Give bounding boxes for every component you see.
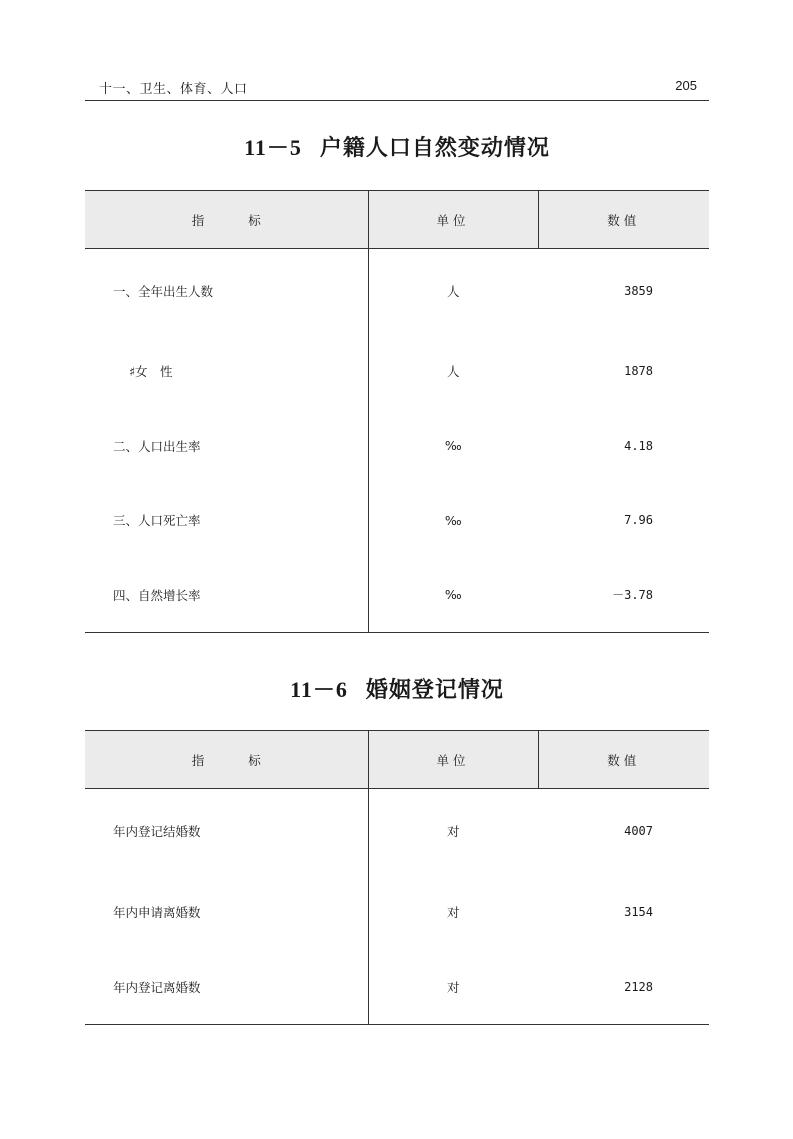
row-unit: ‰ — [368, 409, 538, 484]
table-row — [85, 334, 709, 409]
row-value: －3.78 — [538, 558, 709, 633]
row-value: 3154 — [624, 904, 653, 919]
row-value: 4007 — [624, 824, 653, 838]
row-unit: ‰ — [368, 558, 538, 633]
table-row — [85, 249, 709, 335]
table2-header-row — [85, 731, 709, 789]
table1-number: 11－5 — [244, 135, 302, 160]
row-value: 3859 — [624, 284, 653, 298]
table2-number: 11－6 — [290, 677, 348, 702]
row-unit: 对 — [368, 874, 538, 949]
row-label: 年内登记结婚数 — [113, 824, 201, 839]
row-label: 四、自然增长率 — [85, 558, 368, 633]
column-header-indicator: 指 标 — [85, 731, 368, 789]
row-label: 三、人口死亡率 — [113, 513, 201, 529]
row-label: 二、人口出生率 — [113, 438, 201, 454]
row-unit: 人 — [368, 249, 538, 335]
table-row — [85, 558, 709, 633]
row-value: 1878 — [624, 364, 653, 379]
row-value: 7.96 — [624, 513, 653, 528]
running-header — [85, 76, 709, 101]
row-unit: 对 — [368, 789, 538, 875]
column-header-unit: 单位 — [368, 191, 538, 249]
table-row — [85, 789, 709, 875]
column-header-indicator: 指 标 — [85, 191, 368, 249]
row-unit: ‰ — [368, 483, 538, 558]
row-unit: 对 — [368, 949, 538, 1025]
table2-title-text: 婚姻登记情况 — [365, 677, 504, 703]
table-row — [85, 483, 709, 558]
column-header-value: 数值 — [538, 191, 709, 249]
table1-header-row — [85, 191, 709, 249]
table-row — [85, 949, 709, 1025]
row-label: 一、全年出生人数 — [113, 284, 214, 299]
row-label: 年内登记离婚数 — [85, 949, 368, 1025]
row-value: 2128 — [538, 949, 709, 1025]
table-row — [85, 409, 709, 484]
table1 — [85, 190, 709, 633]
table2-title — [85, 673, 709, 704]
column-header-value: 数值 — [538, 731, 709, 789]
table1-title-text: 户籍人口自然变动情况 — [319, 135, 550, 161]
table1-title — [85, 131, 709, 162]
chapter-title: 十一、卫生、体育、人口 — [99, 82, 248, 97]
row-value: 4.18 — [624, 438, 653, 453]
table2 — [85, 730, 709, 1025]
page-number: 205 — [675, 78, 697, 93]
row-label: 年内申请离婚数 — [113, 904, 201, 920]
column-header-unit: 单位 — [368, 731, 538, 789]
row-label: ♯女 性 — [129, 364, 173, 380]
table-row — [85, 874, 709, 949]
row-unit: 人 — [368, 334, 538, 409]
